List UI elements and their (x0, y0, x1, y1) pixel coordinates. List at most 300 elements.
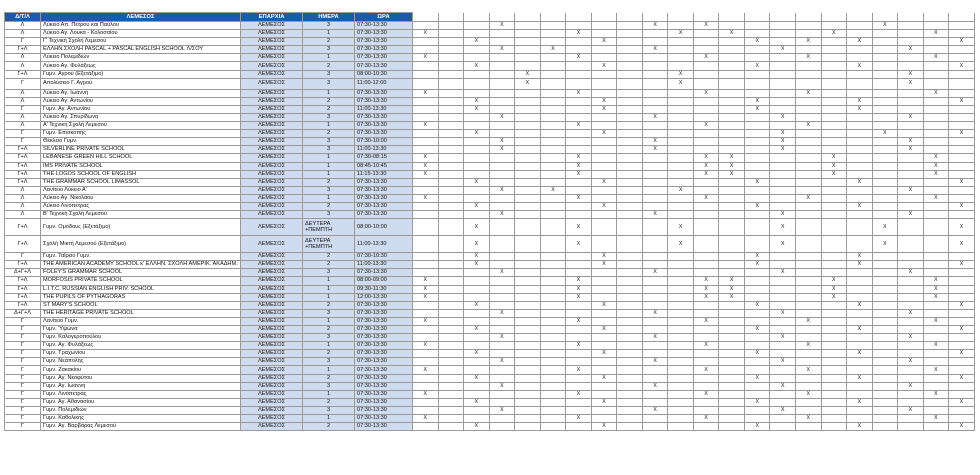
mark-empty (489, 261, 515, 269)
table-row (5, 406, 975, 414)
cell-time: 11:00-13:30 (355, 261, 413, 269)
mark-empty (795, 170, 821, 178)
mark-empty (489, 62, 515, 70)
mark-empty (515, 293, 541, 301)
mark-empty (540, 22, 566, 30)
mark-x: X (642, 358, 668, 366)
mark-empty (770, 253, 796, 261)
table-row (5, 253, 975, 261)
mark-empty (795, 236, 821, 253)
mark-empty (872, 269, 898, 277)
mark-empty (770, 122, 796, 130)
mark-empty (898, 202, 924, 210)
mark-empty (949, 269, 975, 277)
cell-day: 1 (303, 162, 355, 170)
mark-empty (719, 146, 745, 154)
mark-empty (795, 30, 821, 38)
mark-empty (821, 130, 847, 138)
mark-empty (719, 253, 745, 261)
cell-province: ΛΕΜΕΣΟΣ (241, 38, 303, 46)
mark-empty (413, 423, 439, 431)
mark-empty (413, 219, 439, 236)
mark-empty (464, 390, 490, 398)
mark-empty (847, 277, 873, 285)
mark-empty (872, 358, 898, 366)
mark-empty (668, 398, 694, 406)
mark-empty (821, 398, 847, 406)
mark-empty (719, 89, 745, 97)
mark-x: X (821, 170, 847, 178)
mark-empty (540, 415, 566, 423)
mark-empty (642, 326, 668, 334)
mark-empty (413, 138, 439, 146)
cell-day: ΔΕΥΤΕΡΑ +ΠΕΜΠΤΗ (303, 236, 355, 253)
mark-x: X (872, 219, 898, 236)
mark-x: X (898, 406, 924, 414)
mark-x: X (923, 162, 949, 170)
table-row (5, 301, 975, 309)
mark-x: X (464, 178, 490, 186)
mark-x: X (489, 113, 515, 121)
cell-day: 1 (303, 390, 355, 398)
cell-school: Γυμν. Ύψωνα (41, 326, 241, 334)
mark-empty (923, 130, 949, 138)
mark-x: X (591, 350, 617, 358)
mark-empty (642, 54, 668, 62)
mark-empty (923, 70, 949, 78)
mark-x: X (744, 423, 770, 431)
mark-x: X (744, 253, 770, 261)
cell-school: Γυμν. Αγ. Νεοφύτου (41, 374, 241, 382)
mark-empty (872, 366, 898, 374)
mark-empty (566, 334, 592, 342)
mark-empty (898, 22, 924, 30)
cell-day: 2 (303, 261, 355, 269)
mark-x: X (413, 366, 439, 374)
cell-time: 11:15-13:30 (355, 170, 413, 178)
mark-empty (770, 366, 796, 374)
mark-empty (923, 46, 949, 54)
mark-empty (744, 46, 770, 54)
mark-empty (795, 186, 821, 194)
mark-empty (770, 54, 796, 62)
mark-empty (795, 285, 821, 293)
mark-empty (847, 236, 873, 253)
mark-empty (540, 194, 566, 202)
cell-day: 1 (303, 194, 355, 202)
mark-empty (872, 326, 898, 334)
mark-empty (668, 301, 694, 309)
mark-empty (949, 170, 975, 178)
mark-empty (668, 22, 694, 30)
mark-empty (795, 22, 821, 30)
mark-x: X (693, 366, 719, 374)
mark-empty (515, 350, 541, 358)
mark-empty (413, 253, 439, 261)
mark-empty (949, 194, 975, 202)
mark-empty (744, 211, 770, 219)
mark-empty (821, 326, 847, 334)
mark-x: X (898, 309, 924, 317)
mark-x: X (744, 398, 770, 406)
cell-school: L.I.T.C. RUSSIAN ENGLISH PRIV. SCHOOL (41, 285, 241, 293)
mark-empty (770, 70, 796, 78)
mark-empty (642, 293, 668, 301)
mark-empty (668, 406, 694, 414)
cell-province: ΛΕΜΕΣΟΣ (241, 162, 303, 170)
mark-x: X (744, 62, 770, 70)
mark-empty (693, 269, 719, 277)
mark-empty (515, 358, 541, 366)
mark-empty (847, 162, 873, 170)
mark-empty (668, 366, 694, 374)
mark-empty (591, 382, 617, 390)
mark-x: X (847, 301, 873, 309)
mark-x: X (821, 293, 847, 301)
mark-empty (719, 113, 745, 121)
mark-x: X (898, 382, 924, 390)
mark-empty (464, 54, 490, 62)
mark-empty (847, 30, 873, 38)
cell-type: Λ (5, 30, 41, 38)
mark-empty (795, 269, 821, 277)
mark-empty (923, 301, 949, 309)
mark-empty (872, 194, 898, 202)
mark-empty (413, 78, 439, 89)
mark-empty (515, 38, 541, 46)
cell-time: 07:30-13:30 (355, 186, 413, 194)
cell-type: Λ (5, 97, 41, 105)
mark-empty (693, 423, 719, 431)
mark-empty (489, 423, 515, 431)
cell-time: 09:30-11:30 (355, 285, 413, 293)
mark-empty (770, 350, 796, 358)
mark-empty (515, 277, 541, 285)
mark-x: X (923, 277, 949, 285)
mark-empty (719, 78, 745, 89)
mark-empty (719, 415, 745, 423)
mark-x: X (642, 309, 668, 317)
mark-x: X (642, 211, 668, 219)
mark-x: X (898, 186, 924, 194)
cell-province: ΛΕΜΕΣΟΣ (241, 374, 303, 382)
mark-empty (923, 269, 949, 277)
cell-school: Γυμν. Ζακακίου (41, 366, 241, 374)
table-row (5, 162, 975, 170)
mark-empty (464, 89, 490, 97)
cell-time: 07:30-13:30 (355, 22, 413, 30)
cell-type: Γ+Λ (5, 162, 41, 170)
mark-empty (617, 398, 643, 406)
mark-empty (898, 374, 924, 382)
mark-x: X (744, 38, 770, 46)
mark-empty (413, 70, 439, 78)
mark-empty (438, 374, 464, 382)
mark-x: X (566, 366, 592, 374)
mark-empty (744, 89, 770, 97)
mark-empty (872, 154, 898, 162)
mark-empty (591, 89, 617, 97)
mark-empty (744, 309, 770, 317)
mark-empty (668, 285, 694, 293)
cell-day: 2 (303, 62, 355, 70)
mark-empty (795, 138, 821, 146)
mark-empty (438, 113, 464, 121)
mark-x: X (770, 358, 796, 366)
mark-x: X (413, 390, 439, 398)
mark-empty (668, 138, 694, 146)
mark-x: X (898, 211, 924, 219)
table-row (5, 70, 975, 78)
mark-empty (872, 261, 898, 269)
cell-day: 2 (303, 202, 355, 210)
table-row (5, 293, 975, 301)
mark-x: X (591, 374, 617, 382)
cell-day: 1 (303, 89, 355, 97)
mark-empty (438, 236, 464, 253)
cell-day: 3 (303, 309, 355, 317)
mark-empty (540, 406, 566, 414)
mark-empty (438, 97, 464, 105)
mark-empty (515, 54, 541, 62)
cell-time: 11:00-13:30 (355, 105, 413, 113)
mark-empty (515, 342, 541, 350)
mark-empty (540, 105, 566, 113)
mark-empty (489, 326, 515, 334)
mark-empty (642, 97, 668, 105)
mark-empty (719, 261, 745, 269)
cell-day: 2 (303, 423, 355, 431)
mark-empty (642, 415, 668, 423)
mark-empty (949, 317, 975, 325)
cell-day: 2 (303, 38, 355, 46)
mark-empty (642, 423, 668, 431)
mark-empty (821, 301, 847, 309)
mark-empty (744, 219, 770, 236)
cell-type: Γ+Λ (5, 293, 41, 301)
cell-time: 07:30-13:30 (355, 269, 413, 277)
mark-empty (795, 423, 821, 431)
mark-empty (847, 285, 873, 293)
mark-empty (821, 54, 847, 62)
mark-x: X (923, 170, 949, 178)
mark-x: X (949, 350, 975, 358)
mark-empty (642, 219, 668, 236)
header-mark-col (464, 13, 490, 22)
mark-empty (847, 154, 873, 162)
mark-empty (668, 178, 694, 186)
cell-province: ΛΕΜΕΣΟΣ (241, 186, 303, 194)
table-row (5, 358, 975, 366)
cell-type: Γ (5, 326, 41, 334)
cell-province: ΛΕΜΕΣΟΣ (241, 194, 303, 202)
mark-empty (413, 211, 439, 219)
mark-x: X (923, 317, 949, 325)
cell-school: Λύκειο Αγ. Σπυρίδωνα (41, 113, 241, 121)
mark-empty (693, 261, 719, 269)
mark-empty (770, 162, 796, 170)
cell-type: Γ (5, 334, 41, 342)
mark-empty (847, 406, 873, 414)
mark-empty (923, 113, 949, 121)
mark-empty (744, 186, 770, 194)
mark-empty (821, 105, 847, 113)
mark-empty (744, 285, 770, 293)
mark-empty (872, 390, 898, 398)
cell-time: 07:30-13:30 (355, 406, 413, 414)
mark-empty (949, 138, 975, 146)
mark-empty (668, 358, 694, 366)
mark-x: X (464, 202, 490, 210)
mark-empty (821, 342, 847, 350)
cell-time: 07:30-13:30 (355, 30, 413, 38)
mark-x: X (566, 219, 592, 236)
cell-time: 07:30-13:30 (355, 202, 413, 210)
mark-empty (847, 122, 873, 130)
mark-x: X (591, 97, 617, 105)
mark-x: X (693, 122, 719, 130)
mark-x: X (464, 398, 490, 406)
cell-time: 07:30-13:30 (355, 423, 413, 431)
mark-empty (744, 113, 770, 121)
cell-day: 1 (303, 277, 355, 285)
mark-empty (821, 334, 847, 342)
mark-empty (591, 342, 617, 350)
mark-empty (438, 54, 464, 62)
mark-empty (489, 178, 515, 186)
mark-x: X (413, 122, 439, 130)
mark-x: X (770, 269, 796, 277)
mark-empty (949, 309, 975, 317)
mark-empty (923, 97, 949, 105)
mark-empty (489, 350, 515, 358)
mark-empty (770, 390, 796, 398)
table-row (5, 202, 975, 210)
mark-empty (770, 105, 796, 113)
mark-empty (617, 415, 643, 423)
mark-empty (744, 358, 770, 366)
mark-empty (642, 350, 668, 358)
mark-empty (668, 113, 694, 121)
mark-empty (693, 236, 719, 253)
mark-empty (668, 269, 694, 277)
cell-province: ΛΕΜΕΣΟΣ (241, 138, 303, 146)
mark-empty (872, 46, 898, 54)
mark-empty (949, 211, 975, 219)
cell-day: 3 (303, 358, 355, 366)
mark-empty (668, 97, 694, 105)
mark-empty (464, 170, 490, 178)
mark-empty (668, 253, 694, 261)
mark-empty (464, 211, 490, 219)
cell-province: ΛΕΜΕΣΟΣ (241, 178, 303, 186)
table-row (5, 415, 975, 423)
mark-empty (668, 342, 694, 350)
mark-empty (489, 54, 515, 62)
mark-empty (566, 309, 592, 317)
cell-day: 2 (303, 178, 355, 186)
table-row (5, 46, 975, 54)
mark-x: X (566, 415, 592, 423)
mark-empty (566, 350, 592, 358)
mark-empty (617, 105, 643, 113)
mark-empty (693, 211, 719, 219)
mark-x: X (693, 22, 719, 30)
mark-empty (617, 130, 643, 138)
mark-empty (668, 261, 694, 269)
mark-empty (438, 162, 464, 170)
table-row (5, 398, 975, 406)
mark-empty (847, 309, 873, 317)
mark-empty (489, 162, 515, 170)
mark-x: X (464, 105, 490, 113)
mark-empty (540, 162, 566, 170)
mark-empty (438, 154, 464, 162)
mark-x: X (693, 154, 719, 162)
mark-empty (898, 350, 924, 358)
mark-empty (617, 423, 643, 431)
mark-empty (872, 70, 898, 78)
mark-empty (719, 211, 745, 219)
mark-empty (438, 390, 464, 398)
cell-school: ΕΛΛΗΝ.ΣΧΟΛΗ PASCAL + PASCAL ENGLISH SCHOOL Λ/ΣΟΥ (41, 46, 241, 54)
mark-empty (668, 211, 694, 219)
mark-empty (872, 211, 898, 219)
mark-empty (693, 113, 719, 121)
cell-type: Γ (5, 105, 41, 113)
mark-empty (413, 130, 439, 138)
cell-time: 08:00-09:00 (355, 277, 413, 285)
mark-empty (770, 423, 796, 431)
cell-day: 2 (303, 374, 355, 382)
mark-x: X (464, 219, 490, 236)
mark-empty (566, 22, 592, 30)
cell-school: Λύκειο Αγ. Φυλάξεως (41, 62, 241, 70)
mark-empty (821, 350, 847, 358)
mark-x: X (489, 186, 515, 194)
cell-province: ΛΕΜΕΣΟΣ (241, 415, 303, 423)
mark-empty (413, 22, 439, 30)
mark-empty (617, 236, 643, 253)
mark-empty (591, 211, 617, 219)
mark-empty (489, 390, 515, 398)
mark-empty (693, 350, 719, 358)
mark-empty (438, 211, 464, 219)
mark-empty (566, 261, 592, 269)
mark-empty (438, 253, 464, 261)
mark-x: X (770, 334, 796, 342)
mark-empty (744, 122, 770, 130)
header-day: ΗΜΕΡΑ (303, 13, 355, 22)
mark-empty (949, 146, 975, 154)
mark-empty (898, 154, 924, 162)
mark-empty (949, 366, 975, 374)
mark-x: X (795, 54, 821, 62)
mark-empty (949, 415, 975, 423)
mark-empty (795, 301, 821, 309)
mark-empty (872, 317, 898, 325)
mark-empty (821, 78, 847, 89)
mark-x: X (642, 269, 668, 277)
mark-empty (413, 105, 439, 113)
cell-time: 08:45-10:45 (355, 162, 413, 170)
mark-x: X (770, 236, 796, 253)
mark-empty (668, 89, 694, 97)
mark-x: X (591, 38, 617, 46)
mark-empty (923, 398, 949, 406)
mark-x: X (744, 326, 770, 334)
mark-empty (795, 202, 821, 210)
